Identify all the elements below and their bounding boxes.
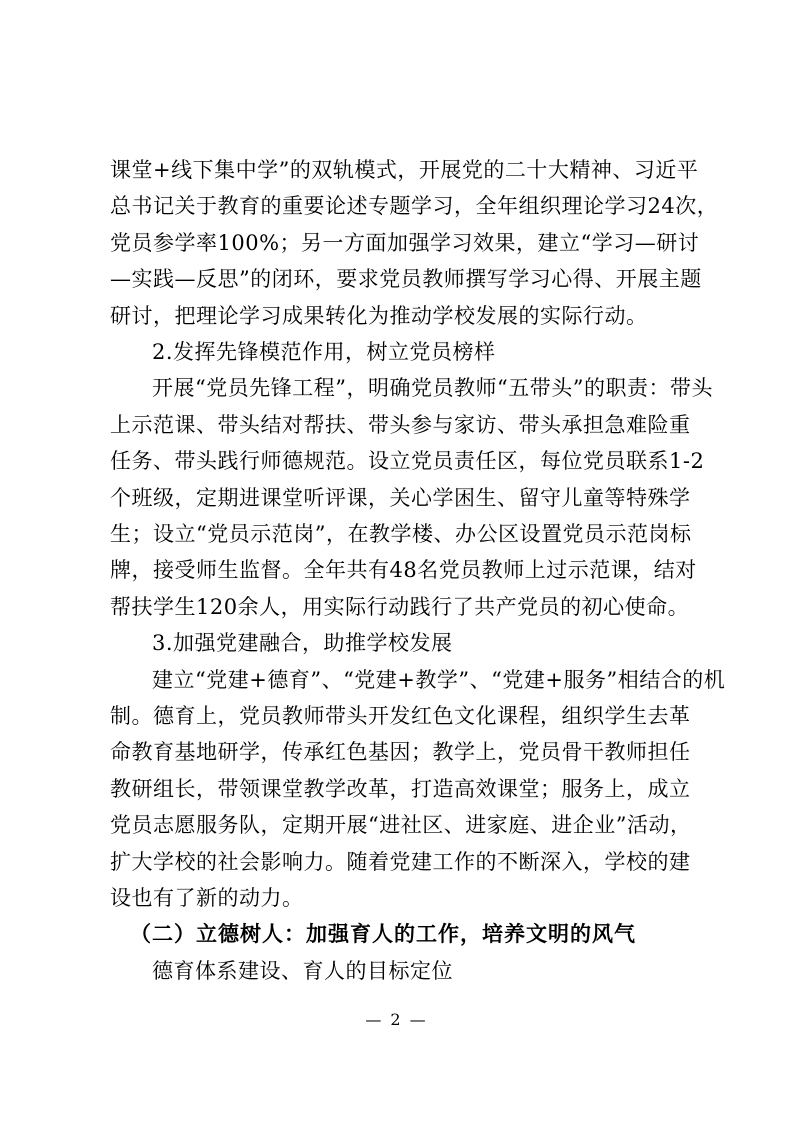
body-line: 上示范课、带头结对帮扶、带头参与家访、带头承担急难险重 — [110, 412, 691, 437]
body-line: 牌，接受师生监督。全年共有48名党员教师上过示范课，结对 — [110, 558, 697, 583]
subsection-heading: 3.加强党建融合，助推学校发展 — [152, 631, 453, 656]
body-line: 生；设立“党员示范岗”，在教学楼、办公区设置党员示范岗标 — [110, 522, 692, 546]
body-line: 帮扶学生120余人，用实际行动践行了共产党员的初心使命。 — [110, 594, 690, 619]
subsection-heading: 2.发挥先锋模范作用，树立党员榜样 — [152, 340, 496, 364]
body-line: 德育体系建设、育人的目标定位 — [152, 958, 453, 983]
page-number: — 2 — — [365, 1010, 428, 1029]
body-line: 制。德育上，党员教师带头开发红色文化课程，组织学生去革 — [110, 704, 691, 728]
body-line: 研讨，把理论学习成果转化为推动学校发展的实际行动。 — [110, 303, 648, 328]
body-line: 总书记关于教育的重要论述专题学习，全年组织理论学习24次， — [110, 194, 719, 219]
body-line: 课堂+线下集中学”的双轨模式，开展党的二十大精神、习近平 — [110, 158, 699, 182]
body-line: 党员志愿服务队，定期开展“进社区、进家庭、进企业”活动， — [110, 813, 692, 838]
body-line: —实践—反思”的闭环，要求党员教师撰写学习心得、开展主题 — [110, 267, 702, 292]
body-line: 命教育基地研学，传承红色基因；教学上，党员骨干教师担任 — [110, 740, 691, 765]
body-line: 任务、带头践行师德规范。设立党员责任区，每位党员联系1-2 — [110, 449, 705, 474]
body-line: 党员参学率100%；另一方面加强学习效果，建立“学习—研讨 — [110, 230, 700, 255]
body-line: 个班级，定期进课堂听评课，关心学困生、留守儿童等特殊学 — [110, 485, 691, 510]
body-line: 设也有了新的动力。 — [110, 886, 304, 910]
body-line: 建立“党建+德育”、“党建+教学”、“党建+服务”相结合的机 — [152, 667, 726, 692]
body-line: 开展“党员先锋工程”，明确党员教师“五带头”的职责：带头 — [152, 376, 713, 401]
body-line: 教研组长，带领课堂教学改革，打造高效课堂；服务上，成立 — [110, 776, 691, 801]
section-heading: （二）立德树人：加强育人的工作，培养文明的风气 — [130, 921, 636, 947]
body-line: 扩大学校的社会影响力。随着党建工作的不断深入，学校的建 — [110, 849, 691, 874]
